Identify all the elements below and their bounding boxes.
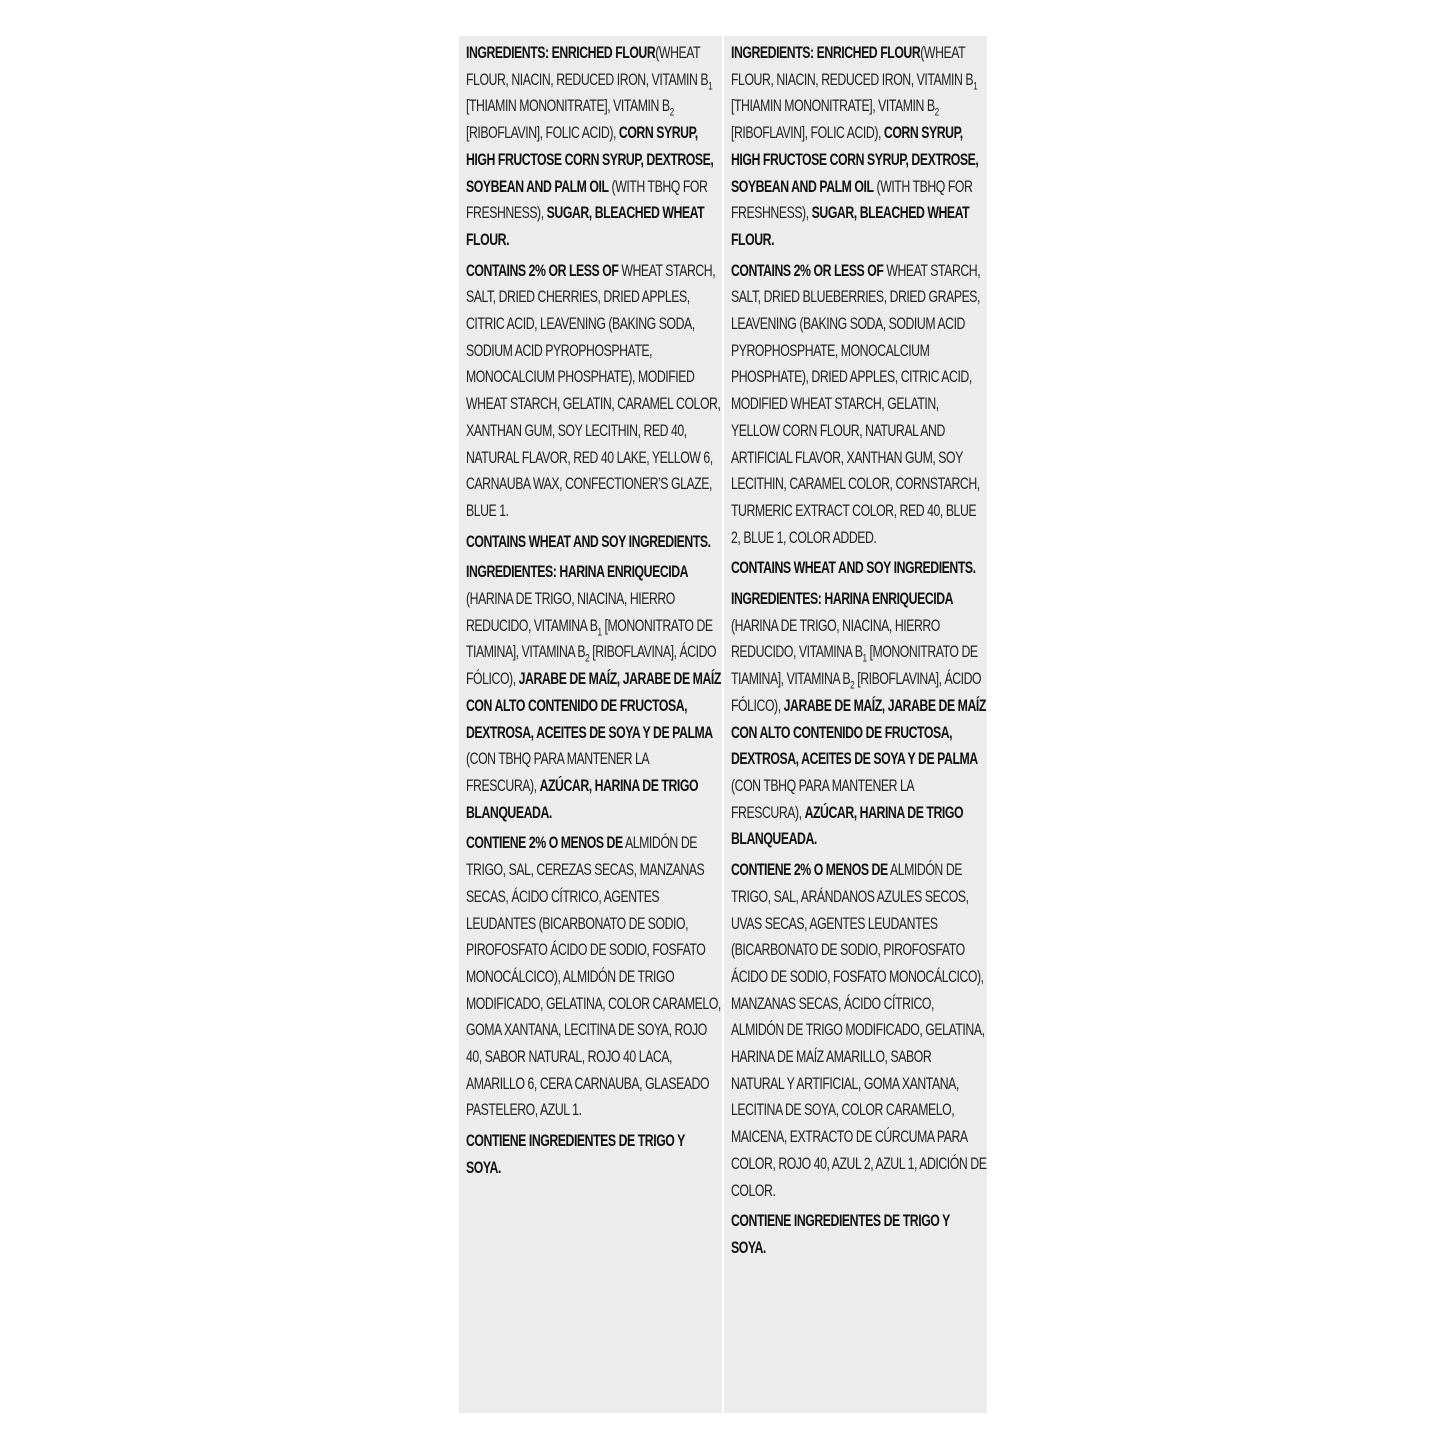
english-ingredients-paragraph — [731, 40, 987, 254]
ingredients-panel-left — [459, 36, 722, 1413]
english-allergen-statement: CONTAINS WHEAT AND SOY INGREDIENTS. — [731, 558, 976, 578]
text: WHEAT STARCH, SALT, DRIED BLUEBERRIES, DRIED GRAPES, LEAVENING (BAKING SODA, SODIUM ACID PYROPHOSPHATE, MONOCALCIUM PHOSPHATE), DRIED APPLES, CITRIC ACID, MODIFIED WHEAT STARCH, GELATIN, YELLOW CORN FLOUR, NATURAL AND ARTIFICIAL FLAVOR, XANTHAN GUM, SOY LECITHIN, CARAMEL COLOR, CORNSTARCH, TURMERIC EXTRACT COLOR, RED 40, BLUE 2, BLUE 1, COLOR ADDED. — [731, 260, 981, 547]
subscript: 1 — [862, 652, 867, 665]
bold-text: ENRICHED FLOUR — [551, 43, 656, 62]
english-ingredients-paragraph — [466, 40, 722, 254]
bold-text: CONTAINS 2% OR LESS OF — [731, 260, 884, 280]
ingredients-panel-right — [724, 36, 987, 1413]
subscript: 2 — [585, 652, 590, 665]
spanish-minor-ingredients-paragraph — [731, 857, 987, 1204]
text: [THIAMIN MONONITRATE], VITAMIN B — [466, 96, 670, 116]
bold-text: ENRICHED FLOUR — [816, 43, 921, 62]
text: [THIAMIN MONONITRATE], VITAMIN B — [731, 96, 935, 116]
bold-text: AZÚCAR, HARINA DE TRIGO BLANQUEADA. — [731, 802, 964, 849]
bold-text: SUGAR, BLEACHED WHEAT FLOUR. — [731, 203, 970, 249]
bold-text: CONTIENE 2% O MENOS DE — [466, 833, 623, 853]
text: [RIBOFLAVIN], FOLIC ACID), — [731, 123, 884, 143]
text: WHEAT STARCH, SALT, DRIED CHERRIES, DRIED APPLES, CITRIC ACID, LEAVENING (BAKING SODA, SODIUM ACID PYROPHOSPHATE, MONOCALCIUM PHOSPHATE), MODIFIED WHEAT STARCH, GELATIN, CARAMEL COLOR, XANTHAN GUM, SOY LECITHIN, RED 40, NATURAL FLAVOR, RED 40 LAKE, YELLOW 6, CARNAUBA WAX, CONFECTIONER’S GLAZE, BLUE 1. — [466, 260, 721, 520]
text: (CON TBHQ PARA MANTENER LA FRESCURA), — [466, 749, 649, 795]
text: (WITH TBHQ FOR FRESHNESS), — [466, 176, 708, 223]
subscript: 2 — [934, 106, 939, 119]
subscript: 2 — [850, 679, 855, 692]
text: [MONONITRATO DE TIAMINA], VITAMINA B — [466, 615, 713, 662]
spanish-minor-ingredients-paragraph — [466, 830, 722, 1124]
bold-text: AZÚCAR, HARINA DE TRIGO BLANQUEADA. — [466, 775, 699, 822]
english-allergen-statement: CONTAINS WHEAT AND SOY INGREDIENTS. — [466, 531, 711, 551]
spanish-ingredients-paragraph — [466, 559, 722, 826]
spanish-allergen-statement: CONTIENE INGREDIENTES DE TRIGO Y SOYA. — [466, 1131, 685, 1177]
bold-text: CORN SYRUP, HIGH FRUCTOSE CORN SYRUP, DEXTROSE, SOYBEAN AND PALM OIL — [466, 123, 714, 196]
bold-text: SUGAR, BLEACHED WHEAT FLOUR. — [466, 203, 705, 249]
bold-text: CONTIENE 2% O MENOS DE — [731, 860, 888, 880]
text: (HARINA DE TRIGO, NIACINA, HIERRO REDUCIDO, VITAMINA B — [466, 589, 675, 635]
text: [RIBOFLAVINA], ÁCIDO FÓLICO), — [466, 642, 717, 689]
text: [RIBOFLAVINA], ÁCIDO FÓLICO), — [731, 669, 982, 715]
text: ALMIDÓN DE TRIGO, SAL, ARÁNDANOS AZULES SECOS, UVAS SECAS, AGENTES LEUDANTES (BICARBONATO DE SODIO, PIROFOSFATO ÁCIDO DE SODIO, FOSFATO MONOCÁLCICO), MANZANAS SECAS, ÁCIDO CÍTRICO, ALMIDÓN DE TRIGO MODIFICADO, GELATINA, HARINA DE MAÍZ AMARILLO, SABOR NATURAL Y ARTIFICIAL, GOMA XANTANA, LECITINA DE SOYA, COLOR CARAMELO, MAICENA, EXTRACTO DE CÚRCUMA PARA COLOR, ROJO 40, AZUL 2, AZUL 1, ADICIÓN DE COLOR. — [731, 860, 987, 1200]
spanish-ingredients-paragraph — [731, 586, 987, 853]
text: (WHEAT FLOUR, NIACIN, REDUCED IRON, VITAMIN B — [466, 43, 709, 89]
subscript: 1 — [708, 80, 713, 93]
text: ALMIDÓN DE TRIGO, SAL, CEREZAS SECAS, MANZANAS SECAS, ÁCIDO CÍTRICO, AGENTES LEUDANTES (BICARBONATO DE SODIO, PIROFOSFATO ÁCIDO DE SODIO, FOSFATO MONOCÁLCICO), ALMIDÓN DE TRIGO MODIFICADO, GELATINA, COLOR CARAMELO, GOMA XANTANA, LECITINA DE SOYA, ROJO 40, SABOR NATURAL, ROJO 40 LACA, AMARILLO 6, CERA CARNAUBA, GLASEADO PASTELERO, AZUL 1. — [466, 833, 721, 1120]
text: (CON TBHQ PARA MANTENER LA FRESCURA), — [731, 775, 914, 822]
bold-text: JARABE DE MAÍZ, JARABE DE MAÍZ CON ALTO CONTENIDO DE FRUCTOSA, DEXTROSA, ACEITES DE SOYA Y DE PALMA — [731, 695, 986, 769]
ingredients-label: INGREDIENTS: — [731, 43, 814, 62]
ingredientes-label: INGREDIENTES: — [466, 562, 557, 582]
text: (WITH TBHQ FOR FRESHNESS), — [731, 176, 973, 223]
bold-text: JARABE DE MAÍZ, JARABE DE MAÍZ CON ALTO CONTENIDO DE FRUCTOSA, DEXTROSA, ACEITES DE SOYA Y DE PALMA — [466, 669, 721, 742]
bold-text: HARINA ENRIQUECIDA — [559, 562, 689, 582]
subscript: 1 — [973, 80, 978, 93]
spanish-allergen-statement: CONTIENE INGREDIENTES DE TRIGO Y SOYA. — [731, 1211, 950, 1257]
text: (HARINA DE TRIGO, NIACINA, HIERRO REDUCIDO, VITAMINA B — [731, 615, 940, 662]
english-minor-ingredients-paragraph — [466, 258, 722, 525]
ingredients-label: INGREDIENTS: — [466, 43, 549, 62]
bold-text: CORN SYRUP, HIGH FRUCTOSE CORN SYRUP, DEXTROSE, SOYBEAN AND PALM OIL — [731, 123, 979, 196]
english-minor-ingredients-paragraph — [731, 258, 987, 552]
ingredientes-label: INGREDIENTES: — [731, 589, 822, 609]
text: [MONONITRATO DE TIAMINA], VITAMINA B — [731, 642, 978, 689]
subscript: 2 — [669, 106, 674, 119]
text: (WHEAT FLOUR, NIACIN, REDUCED IRON, VITAMIN B — [731, 43, 974, 89]
bold-text: HARINA ENRIQUECIDA — [824, 589, 954, 609]
bold-text: CONTAINS 2% OR LESS OF — [466, 260, 619, 280]
text: [RIBOFLAVIN], FOLIC ACID), — [466, 123, 619, 143]
subscript: 1 — [597, 626, 602, 639]
